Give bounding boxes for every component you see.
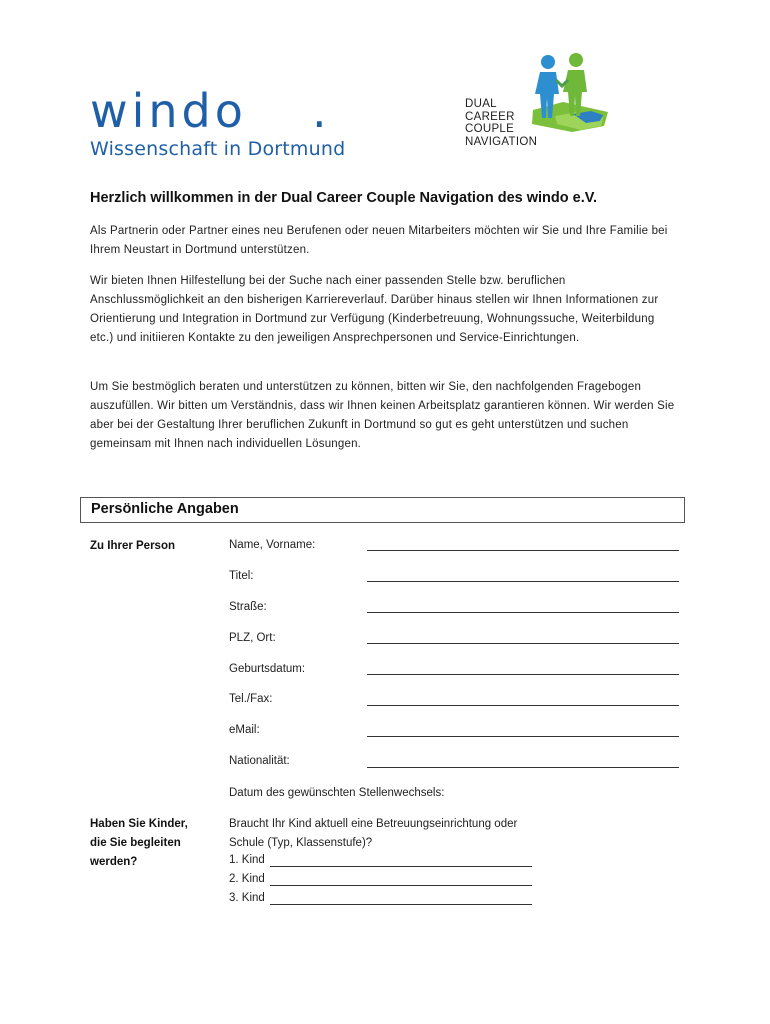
kids-label-line-2: die Sie begleiten	[90, 837, 181, 849]
field-label-name: Name, Vorname:	[229, 539, 316, 551]
name-field[interactable]	[367, 550, 679, 551]
intro-paragraph-1: Als Partnerin oder Partner eines neu Berufenen oder neuen Mitarbeiters möchten wir Sie und Ihre Familie bei Ihrem Neustart in Dortmund unterstützen.	[90, 225, 668, 256]
field-label-street: Straße:	[229, 601, 267, 613]
windo-logo	[90, 84, 346, 160]
kids-label-line-1: Haben Sie Kinder,	[90, 818, 188, 830]
kids-group-label	[90, 815, 188, 872]
dccn-logo-text	[465, 98, 537, 148]
dccn-line-couple: COUPLE	[465, 123, 515, 135]
dccn-line-navigation: NAVIGATION	[465, 135, 538, 148]
field-label-nationality: Nationalität:	[229, 755, 290, 767]
kid-label-3: 3. Kind	[229, 892, 265, 904]
field-label-phone-fax: Tel./Fax:	[229, 693, 273, 705]
nationality-field[interactable]	[367, 767, 679, 768]
page-title: Herzlich willkommen in der Dual Career Couple Navigation des windo e.V.	[90, 190, 598, 206]
dccn-logo	[463, 50, 623, 160]
kids-question-line-2: Schule (Typ, Klassenstufe)?	[229, 837, 373, 849]
kids-question-line-1: Braucht Ihr Kind aktuell eine Betreuungseinrichtung oder	[229, 818, 518, 830]
kid-1-field[interactable]	[270, 866, 532, 867]
kid-label-1: 1. Kind	[229, 854, 265, 866]
title-field[interactable]	[367, 581, 679, 582]
kids-label-line-3: werden?	[90, 856, 138, 868]
windo-logo-word: windo	[90, 84, 247, 138]
street-field[interactable]	[367, 612, 679, 613]
phone-fax-field[interactable]	[367, 705, 679, 706]
dccn-line-dual: DUAL	[465, 98, 497, 110]
kid-2-field[interactable]	[270, 885, 532, 886]
field-label-birthdate: Geburtsdatum:	[229, 663, 306, 675]
field-label-change-date: Datum des gewünschten Stellenwechsels:	[229, 787, 445, 799]
field-label-title: Titel:	[229, 570, 254, 582]
windo-logo-subtitle: Wissenschaft in Dortmund	[90, 138, 346, 160]
section-header-box	[80, 497, 685, 523]
dccn-line-career: CAREER	[465, 110, 515, 123]
intro-paragraph-2: Wir bieten Ihnen Hilfestellung bei der Suche nach einer passenden Stelle bzw. beruflichen Anschlussmöglichkeit an den bisherigen Karriereverlauf. Darüber hinaus stellen wir Ihnen Informationen zur Orientierung und Integration in Dortmund zur Verfügung (Kinderbetreuung, Wohnungssuche, Weiterbildung etc.) und initiieren Kontakte zu den jeweiligen Ansprechpersonen und Service-Einrichtungen.	[90, 275, 659, 344]
zip-city-field[interactable]	[367, 643, 679, 644]
birthdate-field[interactable]	[367, 674, 679, 675]
field-label-zip-city: PLZ, Ort:	[229, 632, 276, 644]
field-label-email: eMail:	[229, 724, 260, 736]
kid-label-2: 2. Kind	[229, 873, 265, 885]
email-field[interactable]	[367, 736, 679, 737]
windo-logo-dot: .	[312, 84, 327, 138]
intro-paragraph-3: Um Sie bestmöglich beraten und unterstützen zu können, bitten wir Sie, den nachfolgenden Fragebogen auszufüllen. Wir bitten um Verständnis, dass wir Ihnen keinen Arbeitsplatz garantieren können. Wir werden Sie aber bei der Gestaltung Ihrer beruflichen Zukunft in Dortmund so gut es geht unterstützen und suchen gemeinsam mit Ihnen nach individuellen Lösungen.	[90, 381, 675, 450]
person-group-label: Zu Ihrer Person	[90, 540, 175, 552]
section-title: Persönliche Angaben	[91, 501, 239, 517]
kid-3-field[interactable]	[270, 904, 532, 905]
kids-question	[229, 815, 517, 853]
